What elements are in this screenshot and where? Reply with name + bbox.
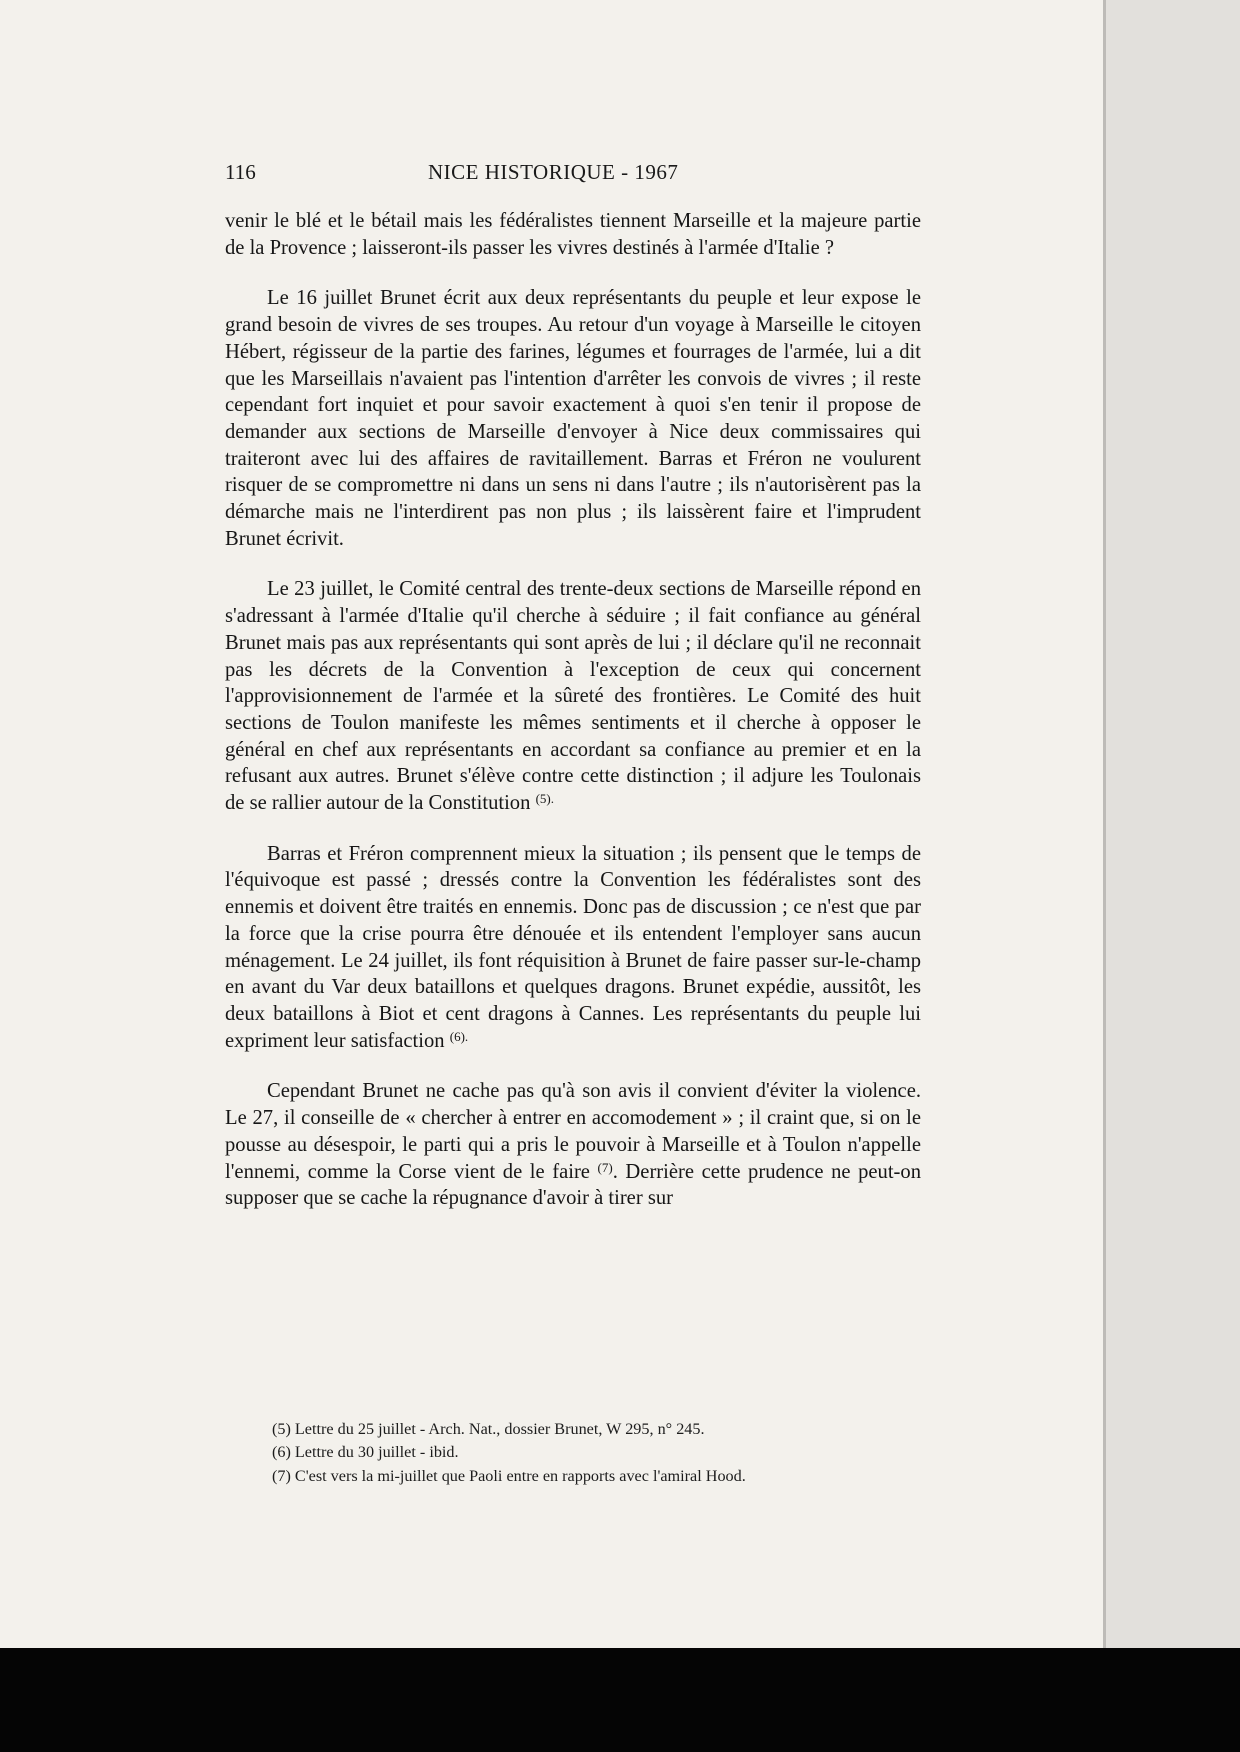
paragraph-text: Barras et Fréron comprennent mieux la situation ; ils pensent que le temps de l'équivoque est passé ; dressés contre la Convention les fédéralistes sont des ennemis et doivent être traités en ennemis. Donc pas de discussion ; ce n'est que par la force que la crise pourra être dénouée et ils entendent l'employer sans aucun ménagement. Le 24 juillet, ils font réquisition à Brunet de faire passer sur-le-champ en avant du Var deux bataillons et quelques dragons. Brunet expédie, aussitôt, les deux bataillons à Biot et cent dragons à Cannes. Les représentants du peuple lui expriment leur satisfaction bbox=[225, 842, 921, 1052]
paragraph-text: . Derrière cette prudence ne peut-on supposer que se cache la répugnance d'avoir à tirer sur bbox=[225, 1160, 921, 1210]
paragraph-text: Le 16 juillet Brunet écrit aux deux représentants du peuple et leur expose le grand besoin de vivres de ses troupes. Au retour d'un voyage à Marseille le citoyen Hébert, régisseur de la partie des farines, légumes et fourrages de l'armée, lui a dit que les Marseillais n'avaient pas l'intention d'arrêter les convois de vivres ; il reste cependant fort inquiet et pour savoir exactement à quoi s'en tenir il propose de demander aux sections de Marseille d'envoyer à Nice deux commissaires qui traiteront avec lui des affaires de ravitaillement. Barras et Fréron ne voulurent risquer de se compromettre ni dans un sens ni dans l'autre ; ils n'autorisèrent pas la démarche mais ne l'interdirent pas non plus ; ils laissèrent faire et l'imprudent Brunet écrivit. bbox=[225, 287, 921, 550]
footnote: (6) Lettre du 30 juillet - ibid. bbox=[272, 1443, 459, 1462]
paragraph-text: Cependant Brunet ne cache pas qu'à son avis il convient d'éviter la violence. Le 27, il conseille de « chercher à entrer en accomodement » ; il craint que, si on le pousse au désespoir, le parti qui a pris le pouvoir à Marseille et à Toulon n'appelle l'ennemi, comme la Corse vient de le faire bbox=[225, 1080, 921, 1183]
paragraph bbox=[225, 576, 921, 816]
footnote-reference: (5). bbox=[535, 791, 554, 807]
page-gutter-shadow bbox=[1103, 0, 1106, 1648]
footnotes bbox=[272, 1418, 932, 1488]
paragraph-text: Le 23 juillet, le Comité central des trente-deux sections de Marseille répond en s'adressant à l'armée d'Italie qu'il cherche à séduire ; il fait confiance au général Brunet mais pas aux représentants qui sont après de lui ; il déclare qu'il ne reconnait pas les décrets de la Convention à l'exception de ceux qui concernent l'approvisionnement de l'armée et la sûreté des frontières. Le Comité des huit sections de Toulon manifeste les mêmes sentiments et il cherche à opposer le général en chef aux représentants en accordant sa confiance au premier et en la refusant aux autres. Brunet s'élève contre cette distinction ; il adjure les Toulonais de se rallier autour de la Constitution bbox=[225, 578, 921, 815]
facing-page-edge bbox=[1103, 0, 1240, 1648]
paragraph bbox=[225, 208, 921, 261]
paragraph bbox=[225, 841, 921, 1055]
footnote: (5) Lettre du 25 juillet - Arch. Nat., dossier Brunet, W 295, n° 245. bbox=[272, 1420, 705, 1438]
running-title: NICE HISTORIQUE - 1967 bbox=[428, 160, 679, 184]
footnote: (7) C'est vers la mi-juillet que Paoli entre en rapports avec l'amiral Hood. bbox=[272, 1466, 746, 1485]
footnote-reference: (7) bbox=[597, 1159, 613, 1175]
paragraph-text: venir le blé et le bétail mais les fédéralistes tiennent Marseille et la majeure partie de la Provence ; laisseront-ils passer les vivres destinés à l'armée d'Italie ? bbox=[225, 210, 921, 259]
footnote-reference: (6). bbox=[449, 1028, 469, 1044]
body-text bbox=[225, 208, 921, 1212]
page-header bbox=[225, 160, 925, 190]
paragraph bbox=[225, 1078, 921, 1212]
scan-background bbox=[0, 1648, 1240, 1752]
page-number: 116 bbox=[225, 160, 256, 184]
paragraph bbox=[225, 285, 921, 552]
